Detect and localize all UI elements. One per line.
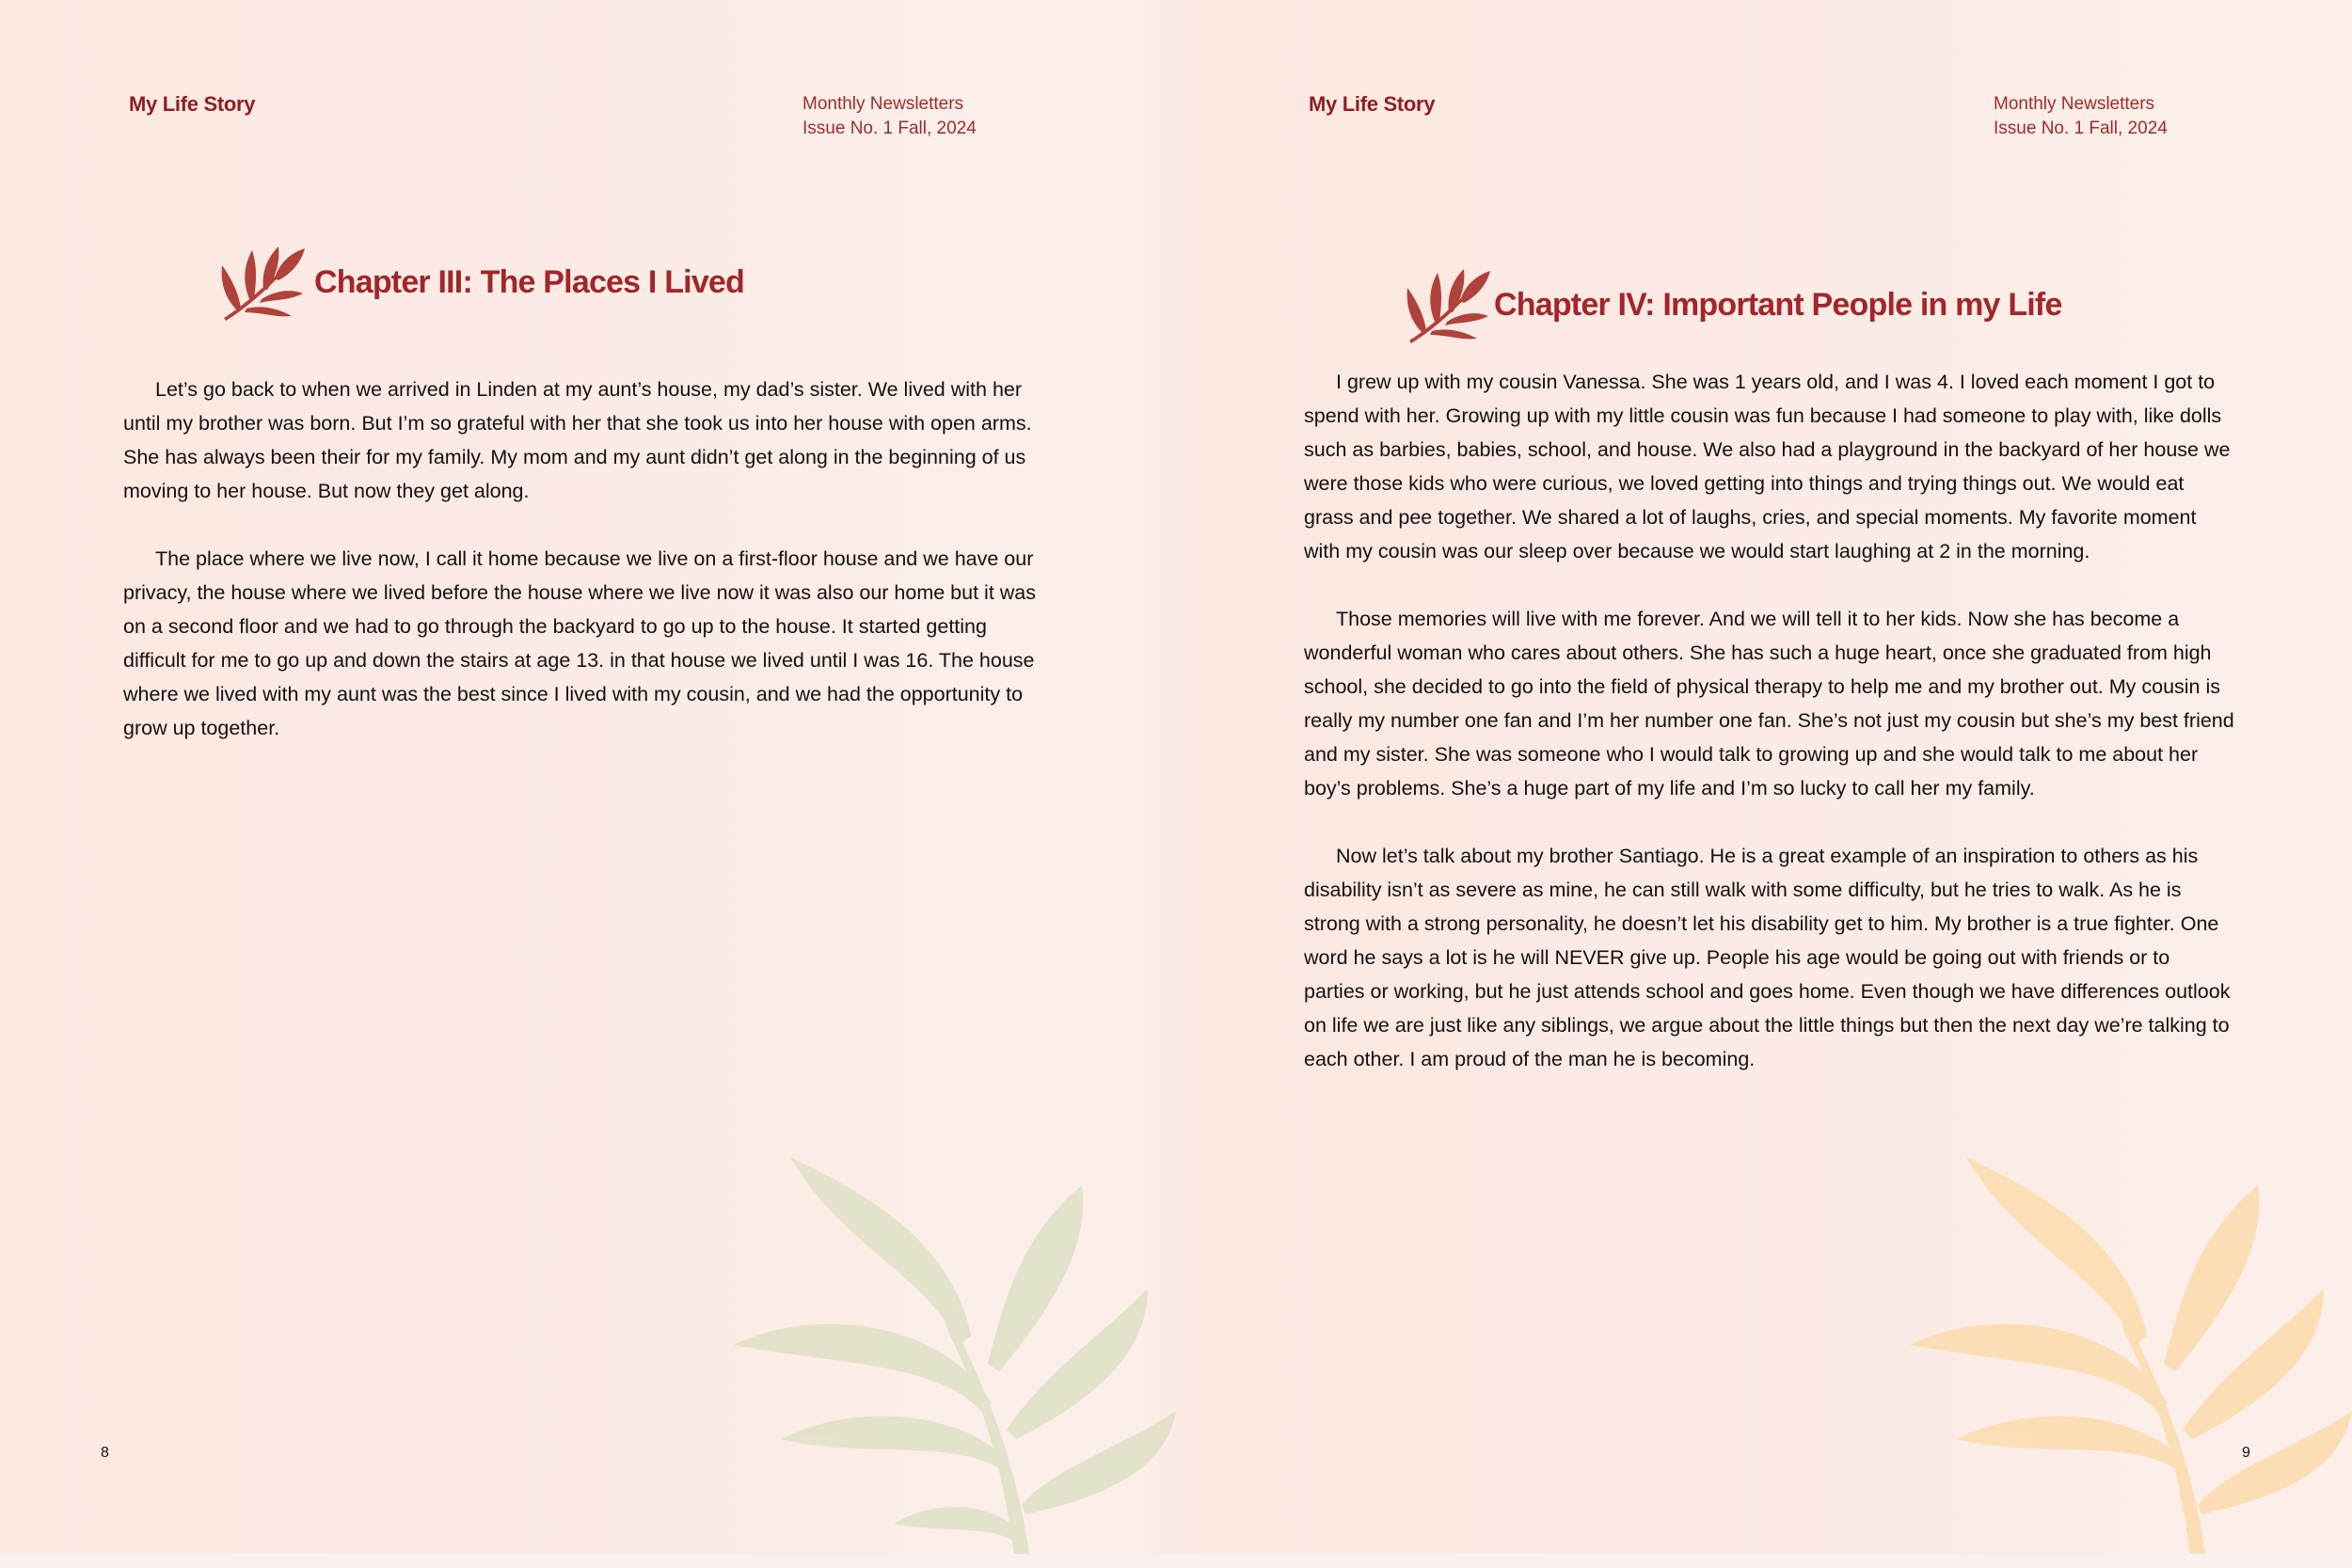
header-meta-line1: Monthly Newsletters [803,94,964,114]
header-title: My Life Story [129,92,256,116]
left-page [0,0,1176,1554]
paragraph: I grew up with my cousin Vanessa. She was 1 years old, and I was 4. I loved each moment I got to spend with her. Growing up with my little cousin was fun because I had someone to play with, like dolls such as barbies, babies, school, and house. We also had a playground in the backyard of her house we were those kids who were curious, we loved getting into things and trying things out. We would eat grass and pee together. We shared a lot of laughs, cries, and special moments. My favorite moment with my cousin was our sleep over because we would start laughing at 2 in the morning. [1304,371,2231,562]
chapter-heading [216,243,744,322]
paragraph: Those memories will live with me forever. And we will tell it to her kids. Now she has become a wonderful woman who cares about others. She has such a huge heart, once she graduated from high school, she decided to go into the field of physical therapy to help me and my brother out. My cousin is really my number one fan and I’m her number one fan. She’s not just my cousin but she’s my best friend and my sister. She was someone who I would talk to growing up and she would talk to me about her boy’s problems. She’s a huge part of my life and I’m so lucky to call her my family. [1304,608,2234,800]
leaf-sprig-icon [1402,265,1492,344]
body-text [1304,365,2235,1110]
paragraph: Let’s go back to when we arrived in Linden at my aunt’s house, my dad’s sister. We lived with her until my brother was born. But I’m so grateful with her that she took us into her house with open arms. She has always been their for my family. My mom and my aunt didn’t get along in the beginning of us moving to her house. But now they get along. [123,378,1032,502]
header-meta-line1: Monthly Newsletters [1994,94,2155,114]
page-number: 9 [2242,1445,2250,1461]
header-title: My Life Story [1309,92,1436,116]
paragraph: Now let’s talk about my brother Santiago. He is a great example of an inspiration to others as his disability isn’t as severe as mine, he can still walk with some difficulty, but he tries to walk. As he is strong with a strong personality, he doesn’t let his disability get to him. My brother is a true fighter. One word he says a lot is he will NEVER give up. People his age would be going out with friends or to parties or working, but he just attends school and goes home. Even though we have differences outlook on life we are just like any siblings, we argue about the little things but then the next day we’re talking to each other. I am proud of the man he is becoming. [1304,845,2231,1070]
header-meta-line2: Issue No. 1 Fall, 2024 [1994,119,2168,138]
body-text [123,372,1050,779]
header-meta [803,92,977,141]
page-bottom-edge [0,1554,2352,1568]
chapter-title: Chapter IV: Important People in my Life [1494,286,2062,323]
page-number: 8 [101,1445,109,1461]
decorative-leaf-icon [724,1129,1214,1568]
chapter-heading [1402,265,2062,344]
leaf-sprig-icon [216,243,307,322]
right-page [1176,0,2352,1554]
paragraph: The place where we live now, I call it home because we live on a first-floor house and we have our privacy, the house where we lived before the house where we live now it was also our home but it was on a second floor and we had to go through the backyard to go up to the house. It started getting difficult for me to go up and down the stairs at age 13. in that house we lived until I was 16. The house where we lived with my aunt was the best since I lived with my cousin, and we had the opportunity to grow up together. [123,547,1036,739]
header-meta [1994,92,2168,141]
header-meta-line2: Issue No. 1 Fall, 2024 [803,119,977,138]
decorative-leaf-icon [1910,1129,2352,1568]
chapter-title: Chapter III: The Places I Lived [314,263,745,300]
